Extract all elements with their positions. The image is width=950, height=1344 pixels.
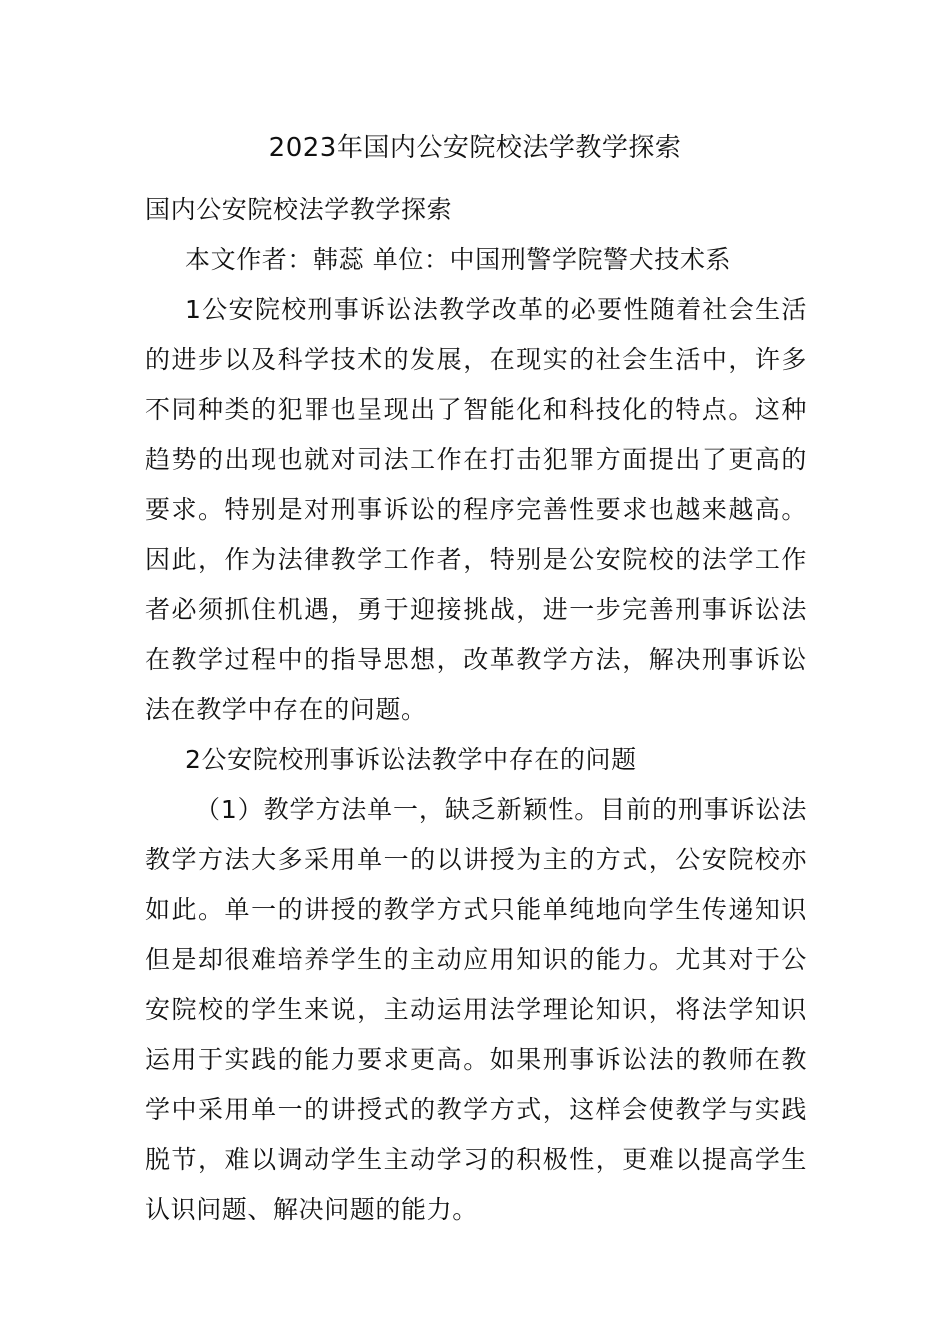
section-heading-2: 2公安院校刑事诉讼法教学中存在的问题 <box>185 745 637 774</box>
document-subtitle: 国内公安院校法学教学探索 <box>145 195 453 224</box>
document-body <box>145 185 807 1235</box>
author-line: 本文作者：韩蕊 单位：中国刑警学院警犬技术系 <box>185 245 732 274</box>
document-title: 2023年国内公安院校法学教学探索 <box>268 133 682 163</box>
paragraph-1: 1公安院校刑事诉讼法教学改革的必要性随着社会生活的进步以及科学技术的发展，在现实的社会生活中，许多不同种类的犯罪也呈现出了智能化和科技化的特点。这种趋势的出现也就对司法工作在打击犯罪方面提出了更高的要求。特别是对刑事诉讼的程序完善性要求也越来越高。因此，作为法律教学工作者，特别是公安院校的法学工作者必须抓住机遇，勇于迎接挑战，进一步完善刑事诉讼法在教学过程中的指导思想，改革教学方法，解决刑事诉讼法在教学中存在的问题。 <box>145 295 807 724</box>
paragraph-2: （1）教学方法单一，缺乏新颖性。目前的刑事诉讼法教学方法大多采用单一的以讲授为主的方式，公安院校亦如此。单一的讲授的教学方式只能单纯地向学生传递知识但是却很难培养学生的主动应用知识的能力。尤其对于公安院校的学生来说，主动运用法学理论知识，将法学知识运用于实践的能力要求更高。如果刑事诉讼法的教师在教学中采用单一的讲授式的教学方式，这样会使教学与实践脱节，难以调动学生主动学习的积极性，更难以提高学生认识问题、解决问题的能力。 <box>145 795 807 1224</box>
